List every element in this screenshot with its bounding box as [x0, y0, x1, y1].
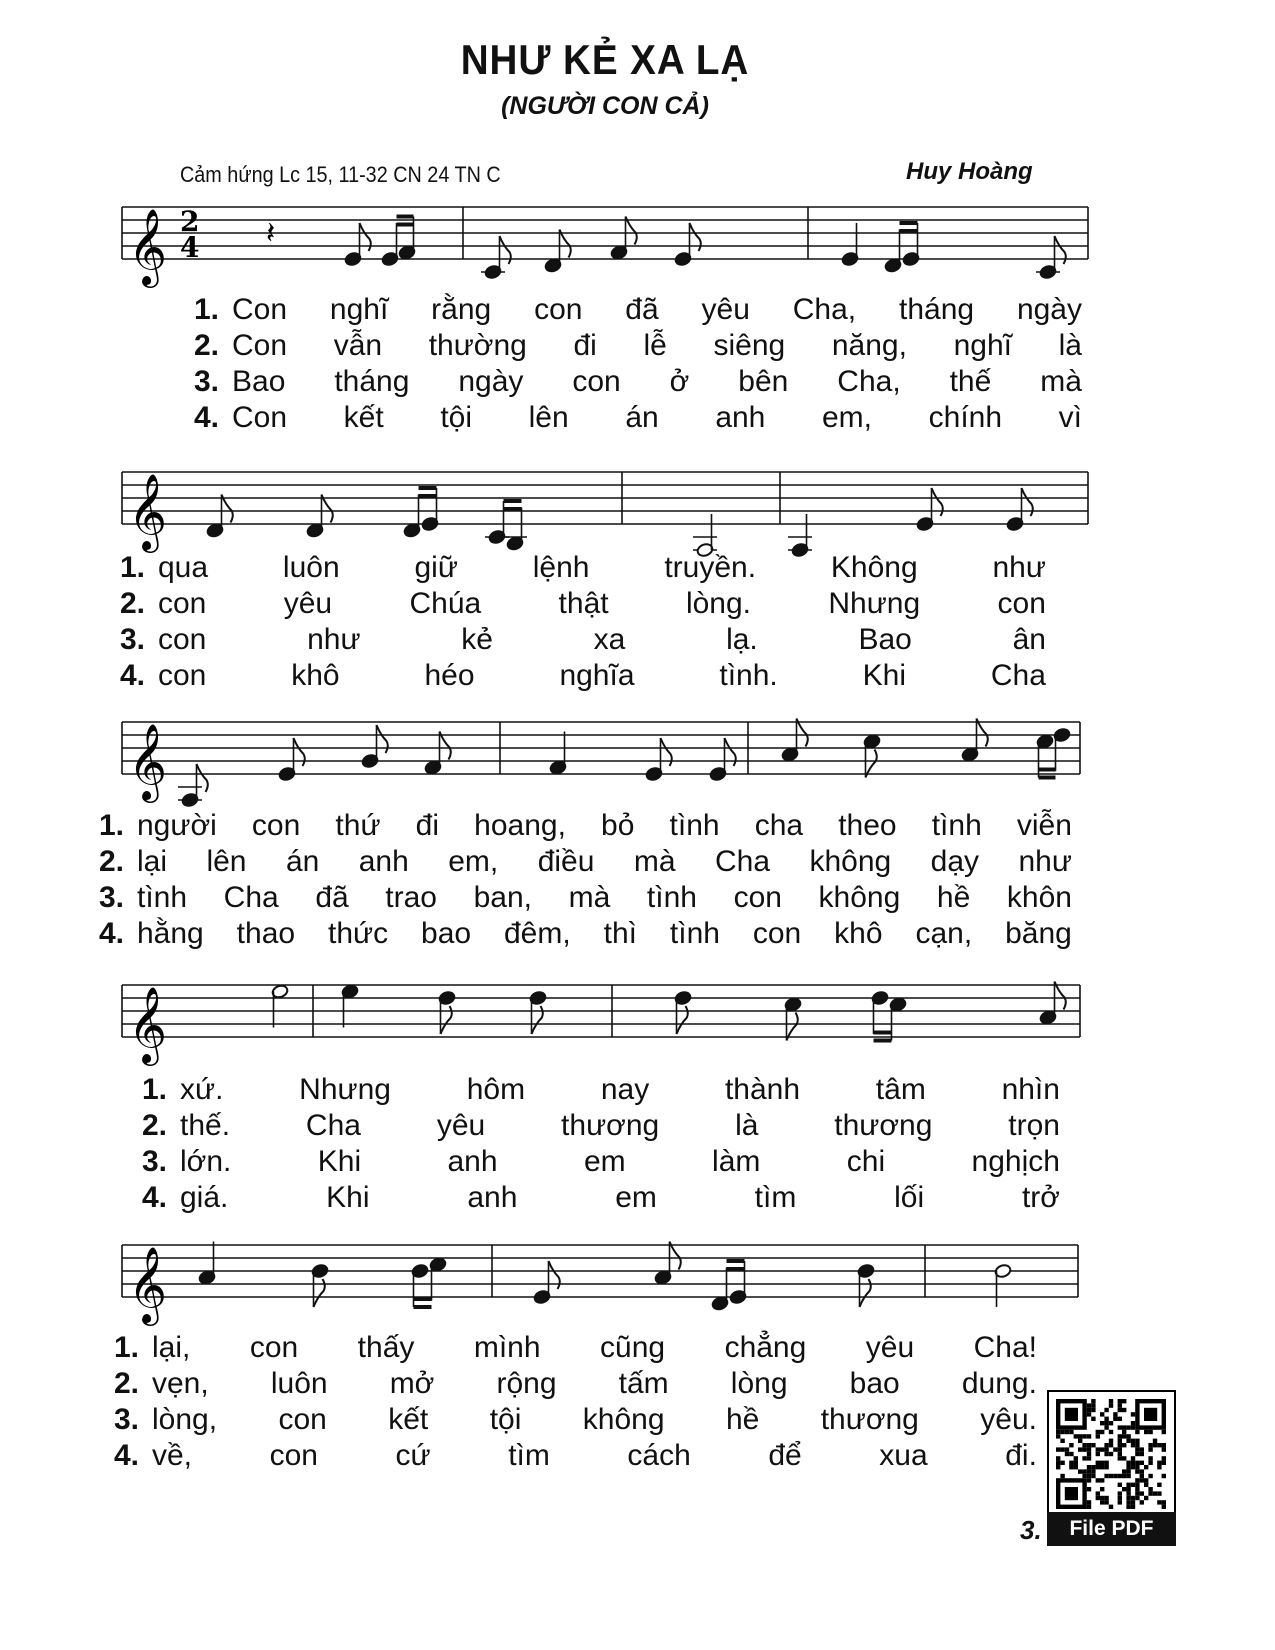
note	[645, 738, 672, 782]
lyric-word: con	[158, 659, 207, 692]
lyric-line-verse-1	[57, 808, 1072, 844]
lyrics-block-3	[57, 808, 1072, 952]
lyric-word: siêng	[713, 329, 786, 362]
lyric-word: nghĩ	[329, 293, 389, 326]
lyric-word: hề	[725, 1403, 760, 1436]
lyric-word: là	[1058, 329, 1082, 362]
lyric-word: tình	[669, 809, 720, 842]
lyric-word: lớn.	[180, 1145, 232, 1178]
lyric-word: Cha,	[792, 293, 857, 326]
lyric-word: bao	[421, 917, 472, 950]
lyric-word: án	[625, 401, 659, 434]
verse-number: 2.	[194, 329, 220, 362]
staff-system-4	[0, 935, 1275, 1075]
lyric-word: con	[733, 881, 782, 914]
lyric-word: anh	[467, 1181, 518, 1214]
lyric-word: tình	[137, 881, 188, 914]
lyric-word: vẹn,	[152, 1367, 209, 1400]
lyric-word: thương	[561, 1109, 660, 1142]
note	[900, 223, 920, 267]
lyric-word: tình	[669, 917, 720, 950]
note	[871, 990, 889, 1034]
staff-system-2	[0, 422, 1275, 562]
lyric-word: thường	[428, 329, 527, 362]
lyric-word: nghĩ	[953, 329, 1012, 362]
lyric-word: xa	[593, 623, 626, 656]
lyric-word: án	[285, 845, 320, 878]
lyric-word: khô	[834, 917, 883, 950]
note	[311, 1263, 329, 1307]
lyric-line-verse-2	[57, 844, 1072, 880]
note	[381, 223, 399, 267]
lyric-word: lạ.	[726, 623, 758, 656]
lyric-word: năng,	[831, 329, 907, 362]
note	[884, 230, 902, 274]
lyric-word: lệnh	[532, 551, 590, 584]
lyric-word: dạy	[930, 845, 980, 878]
song-subtitle: (NGƯỜI CON CẢ)	[501, 92, 709, 120]
verse-number: 2.	[120, 587, 146, 620]
verse-number: 4.	[142, 1181, 168, 1214]
lyric-word: mở	[389, 1367, 435, 1400]
lyric-word: thế	[949, 365, 992, 398]
note	[781, 719, 808, 763]
lyric-word: nghĩa	[559, 659, 635, 692]
lyric-line-verse-3	[100, 1144, 1060, 1180]
lyric-word: cạn,	[915, 917, 973, 950]
lyric-word: con	[534, 293, 583, 326]
lyric-word: Khi	[862, 659, 906, 692]
lyric-word: lòng.	[685, 587, 752, 620]
lyric-word: lòng,	[152, 1403, 218, 1436]
lyric-word: thấy	[357, 1331, 415, 1364]
lyric-word: con	[158, 587, 207, 620]
note	[841, 223, 859, 267]
lyric-word: giá.	[180, 1181, 229, 1214]
note	[419, 488, 439, 532]
note	[503, 501, 527, 551]
lyric-word: Con	[232, 293, 288, 326]
note	[1039, 982, 1066, 1026]
treble-clef-icon: 𝄞	[128, 986, 168, 1063]
note	[674, 990, 692, 1034]
lyric-word: như	[307, 623, 361, 656]
note	[709, 738, 736, 782]
lyric-word: em,	[448, 845, 499, 878]
note	[544, 230, 571, 274]
lyric-word: Chúa	[409, 587, 482, 620]
lyric-word: khô	[291, 659, 340, 692]
lyric-word: ngày	[1016, 293, 1082, 326]
lyric-line-verse-1	[100, 1072, 1060, 1108]
lyric-word: tháng	[334, 365, 410, 398]
time-signature-top: 2	[180, 205, 200, 238]
lyric-word: Cha	[714, 845, 771, 878]
lyric-word: bao	[849, 1367, 900, 1400]
lyric-word: thật	[558, 587, 609, 620]
verse-number: 4.	[114, 1439, 140, 1472]
note	[1006, 488, 1033, 532]
lyric-word: luôn	[270, 1367, 328, 1400]
lyric-word: Khi	[317, 1145, 362, 1178]
verse-number: 1.	[120, 551, 146, 584]
lyric-word: con	[572, 365, 621, 398]
lyric-word: lại,	[152, 1331, 191, 1364]
note	[198, 1242, 216, 1286]
lyric-word: Cha	[223, 881, 279, 914]
verse-number: 3.	[114, 1403, 140, 1436]
quarter-rest-icon: 𝄽	[266, 216, 276, 251]
lyric-word: thương	[834, 1109, 933, 1142]
lyric-word: Con	[232, 329, 288, 362]
lyric-word: chính	[928, 401, 1003, 434]
verse-number: 3.	[194, 365, 220, 398]
lyric-word: con	[997, 587, 1046, 620]
verse-number: 1.	[142, 1073, 168, 1106]
lyric-word: vẫn	[333, 329, 383, 362]
lyric-word: lên	[528, 401, 569, 434]
verse-number: 3.	[99, 881, 125, 914]
lyric-word: anh	[358, 845, 409, 878]
treble-clef-icon: 𝄞	[128, 208, 168, 285]
note	[481, 236, 511, 280]
note	[278, 738, 305, 782]
lyric-word: bên	[738, 365, 789, 398]
lyric-word: dung.	[961, 1367, 1037, 1400]
verse-number: 1.	[114, 1331, 140, 1364]
note	[271, 984, 289, 1028]
verse-number: 1.	[194, 293, 220, 326]
lyric-word: Nhưng	[299, 1073, 391, 1106]
staff-system-3	[0, 672, 1275, 812]
lyric-word: yêu	[283, 587, 333, 620]
lyric-word: Khi	[326, 1181, 370, 1214]
lyric-word: thao	[236, 917, 296, 950]
lyric-word: không	[582, 1403, 665, 1436]
lyric-word: thì	[603, 917, 637, 950]
lyric-word: viễn	[1016, 809, 1072, 842]
lyric-word: nhìn	[1001, 1073, 1060, 1106]
song-title: NHƯ KẺ XA LẠ	[460, 36, 750, 83]
verse-number: 3.	[120, 623, 146, 656]
lyric-word: cha	[754, 809, 804, 842]
lyric-word: ở	[669, 365, 690, 398]
lyric-word: mà	[633, 845, 676, 878]
treble-clef-icon: 𝄞	[128, 723, 168, 800]
lyric-word: người	[137, 809, 217, 842]
lyric-word: rằng	[431, 293, 492, 326]
lyric-word: cứ	[395, 1439, 431, 1472]
lyric-word: hoang,	[474, 809, 566, 842]
lyric-word: cũng	[600, 1331, 666, 1364]
lyric-word: Không	[830, 551, 918, 584]
lyric-word: truyền.	[664, 551, 757, 584]
note	[674, 223, 701, 267]
lyric-line-verse-4	[72, 1438, 1037, 1474]
lyric-word: con	[158, 623, 207, 656]
note	[549, 732, 567, 776]
lyric-word: ngày	[458, 365, 524, 398]
verse-number: 2.	[142, 1109, 168, 1142]
note	[961, 719, 988, 763]
verse-number: 3.	[142, 1145, 168, 1178]
lyric-word: đi	[415, 809, 440, 842]
lyric-line-verse-3	[57, 880, 1072, 916]
lyric-word: cách	[627, 1439, 691, 1472]
lyric-word: về,	[152, 1439, 193, 1472]
note	[361, 725, 388, 769]
lyric-word: tìm	[508, 1439, 550, 1472]
lyric-word: em	[615, 1181, 657, 1214]
lyric-word: trọn	[1008, 1109, 1060, 1142]
lyric-word: bỏ	[601, 809, 635, 842]
note	[1036, 236, 1066, 280]
lyric-line-verse-1	[78, 550, 1046, 586]
lyric-word: tìm	[754, 1181, 797, 1214]
lyric-word: đi.	[1005, 1439, 1037, 1472]
lyric-word: kẻ	[461, 623, 493, 656]
lyric-word: hề	[936, 881, 971, 914]
note	[654, 1242, 681, 1286]
lyric-word: đã	[625, 293, 659, 326]
lyric-word: đêm,	[504, 917, 571, 950]
lyric-word: tội	[489, 1403, 522, 1436]
lyric-word: xứ.	[180, 1073, 224, 1106]
lyric-word: thương	[820, 1403, 919, 1436]
lyric-word: là	[735, 1109, 759, 1142]
lyric-word: thứ	[335, 809, 381, 842]
verse-number: 4.	[120, 659, 146, 692]
note	[711, 1268, 729, 1312]
lyric-word: tấm	[618, 1367, 669, 1400]
lyric-word: tình.	[719, 659, 778, 692]
lyric-word: con	[269, 1439, 318, 1472]
note	[414, 1257, 447, 1307]
lyric-word: lên	[206, 845, 247, 878]
lyric-word: rộng	[496, 1367, 557, 1400]
lyric-word: tâm	[875, 1073, 926, 1106]
composer: Huy Hoàng	[906, 158, 1033, 185]
lyric-word: lễ	[643, 329, 667, 362]
lyric-line-verse-1	[152, 292, 1082, 328]
lyric-word: hôm	[466, 1073, 526, 1106]
note	[438, 990, 456, 1034]
qr-code-icon	[1049, 1392, 1174, 1514]
lyric-word: chi	[846, 1145, 886, 1178]
lyric-word: con	[278, 1403, 327, 1436]
lyric-word: con	[249, 1331, 299, 1364]
lyric-word: trao	[385, 881, 437, 914]
lyric-word: nay	[600, 1073, 650, 1106]
lyric-word: kết	[388, 1403, 429, 1436]
lyric-word: anh	[715, 401, 766, 434]
lyric-word: Con	[232, 401, 288, 434]
staff-system-1	[0, 157, 1275, 297]
lyric-word: yêu	[865, 1331, 915, 1364]
lyrics-block-1	[152, 292, 1082, 436]
qr-code[interactable]	[1047, 1390, 1176, 1516]
lyric-word: héo	[424, 659, 475, 692]
lyric-word: yêu.	[980, 1403, 1037, 1436]
lyric-word: trở	[1021, 1181, 1060, 1214]
verse-number: 2.	[114, 1367, 140, 1400]
lyric-word: ban,	[473, 881, 532, 914]
lyric-word: yêu	[701, 293, 750, 326]
lyric-word: nghịch	[971, 1145, 1060, 1178]
lyric-word: lại	[137, 845, 168, 878]
lyric-word: kết	[343, 401, 384, 434]
lyric-word: băng	[1005, 917, 1072, 950]
note	[344, 223, 371, 267]
note	[178, 764, 208, 808]
lyric-word: hằng	[137, 917, 204, 950]
lyric-word: thức	[327, 917, 389, 950]
lyric-word: để	[768, 1439, 802, 1472]
lyric-word: mình	[473, 1331, 541, 1364]
lyric-word: khôn	[1006, 881, 1072, 914]
note	[994, 1263, 1012, 1307]
note	[784, 997, 802, 1041]
lyric-line-verse-2	[100, 1108, 1060, 1144]
lyric-line-verse-3	[78, 622, 1046, 658]
lyric-word: điều	[537, 845, 595, 878]
note	[610, 217, 637, 261]
lyric-word: đi	[573, 329, 597, 362]
lyric-word: như	[992, 551, 1046, 584]
lyric-word: con	[251, 809, 301, 842]
lyric-word: chẳng	[724, 1331, 807, 1364]
lyric-word: yêu	[436, 1109, 486, 1142]
lyric-word: tội	[440, 401, 473, 434]
lyric-word: qua	[158, 551, 209, 584]
lyric-line-verse-3	[152, 364, 1082, 400]
note	[529, 990, 547, 1034]
note	[306, 495, 333, 539]
lyric-line-verse-2	[72, 1366, 1037, 1402]
lyric-word: thế.	[180, 1109, 231, 1142]
lyric-word: Cha	[305, 1109, 361, 1142]
lyric-word: lòng	[730, 1367, 788, 1400]
lyric-word: Cha!	[973, 1331, 1037, 1364]
qr-file-pdf-label[interactable]: File PDF	[1047, 1512, 1176, 1546]
lyric-word: thành	[724, 1073, 801, 1106]
lyric-word: tháng	[899, 293, 975, 326]
lyric-word: em	[583, 1145, 626, 1178]
note	[533, 1261, 560, 1305]
lyric-word: con	[752, 917, 802, 950]
lyric-word: anh	[447, 1145, 498, 1178]
lyric-word: xua	[879, 1439, 928, 1472]
verse-number: 4.	[99, 917, 125, 950]
note	[916, 488, 943, 532]
lyric-line-verse-3	[72, 1402, 1037, 1438]
lyric-word: vì	[1058, 401, 1082, 434]
lyric-word: theo	[838, 809, 897, 842]
lyric-word: không	[809, 845, 892, 878]
staff-system-5	[0, 1195, 1275, 1335]
lyric-word: em,	[822, 401, 873, 434]
lyric-word: không	[818, 881, 901, 914]
note	[424, 732, 451, 776]
lyric-word: ân	[1012, 623, 1046, 656]
treble-clef-icon: 𝄞	[128, 473, 168, 550]
note	[727, 1261, 747, 1305]
page-number: 3.	[1020, 1515, 1042, 1545]
lyric-word: lối	[894, 1181, 925, 1214]
note	[341, 984, 359, 1028]
lyric-word: Bao	[232, 365, 286, 398]
lyric-line-verse-2	[152, 328, 1082, 364]
verse-number: 4.	[194, 401, 220, 434]
treble-clef-icon: 𝄞	[128, 1246, 168, 1323]
note	[403, 495, 421, 539]
lyric-word: Cha	[990, 659, 1046, 692]
lyric-word: đã	[315, 881, 349, 914]
lyric-word: Cha,	[837, 365, 901, 398]
note	[397, 217, 416, 261]
lyrics-block-5	[72, 1330, 1037, 1474]
lyric-word: giữ	[414, 551, 458, 584]
verse-number: 1.	[99, 809, 125, 842]
scripture-source: Cảm hứng Lc 15, 11-32 CN 24 TN C	[180, 162, 501, 187]
note	[863, 734, 881, 778]
verse-number: 2.	[99, 845, 125, 878]
lyric-word: như	[1018, 845, 1072, 878]
lyric-word: mà	[568, 881, 611, 914]
lyric-line-verse-1	[72, 1330, 1037, 1366]
lyric-word: làm	[712, 1145, 761, 1178]
lyric-word: tình	[646, 881, 697, 914]
note	[206, 495, 233, 539]
lyric-word: Bao	[858, 623, 912, 656]
note	[857, 1263, 875, 1307]
lyric-word: luôn	[282, 551, 340, 584]
lyric-word: Nhưng	[828, 587, 921, 620]
lyric-word: tình	[931, 809, 982, 842]
lyric-line-verse-2	[78, 586, 1046, 622]
time-signature-bottom: 4	[180, 231, 200, 264]
lyric-word: mà	[1040, 365, 1082, 398]
